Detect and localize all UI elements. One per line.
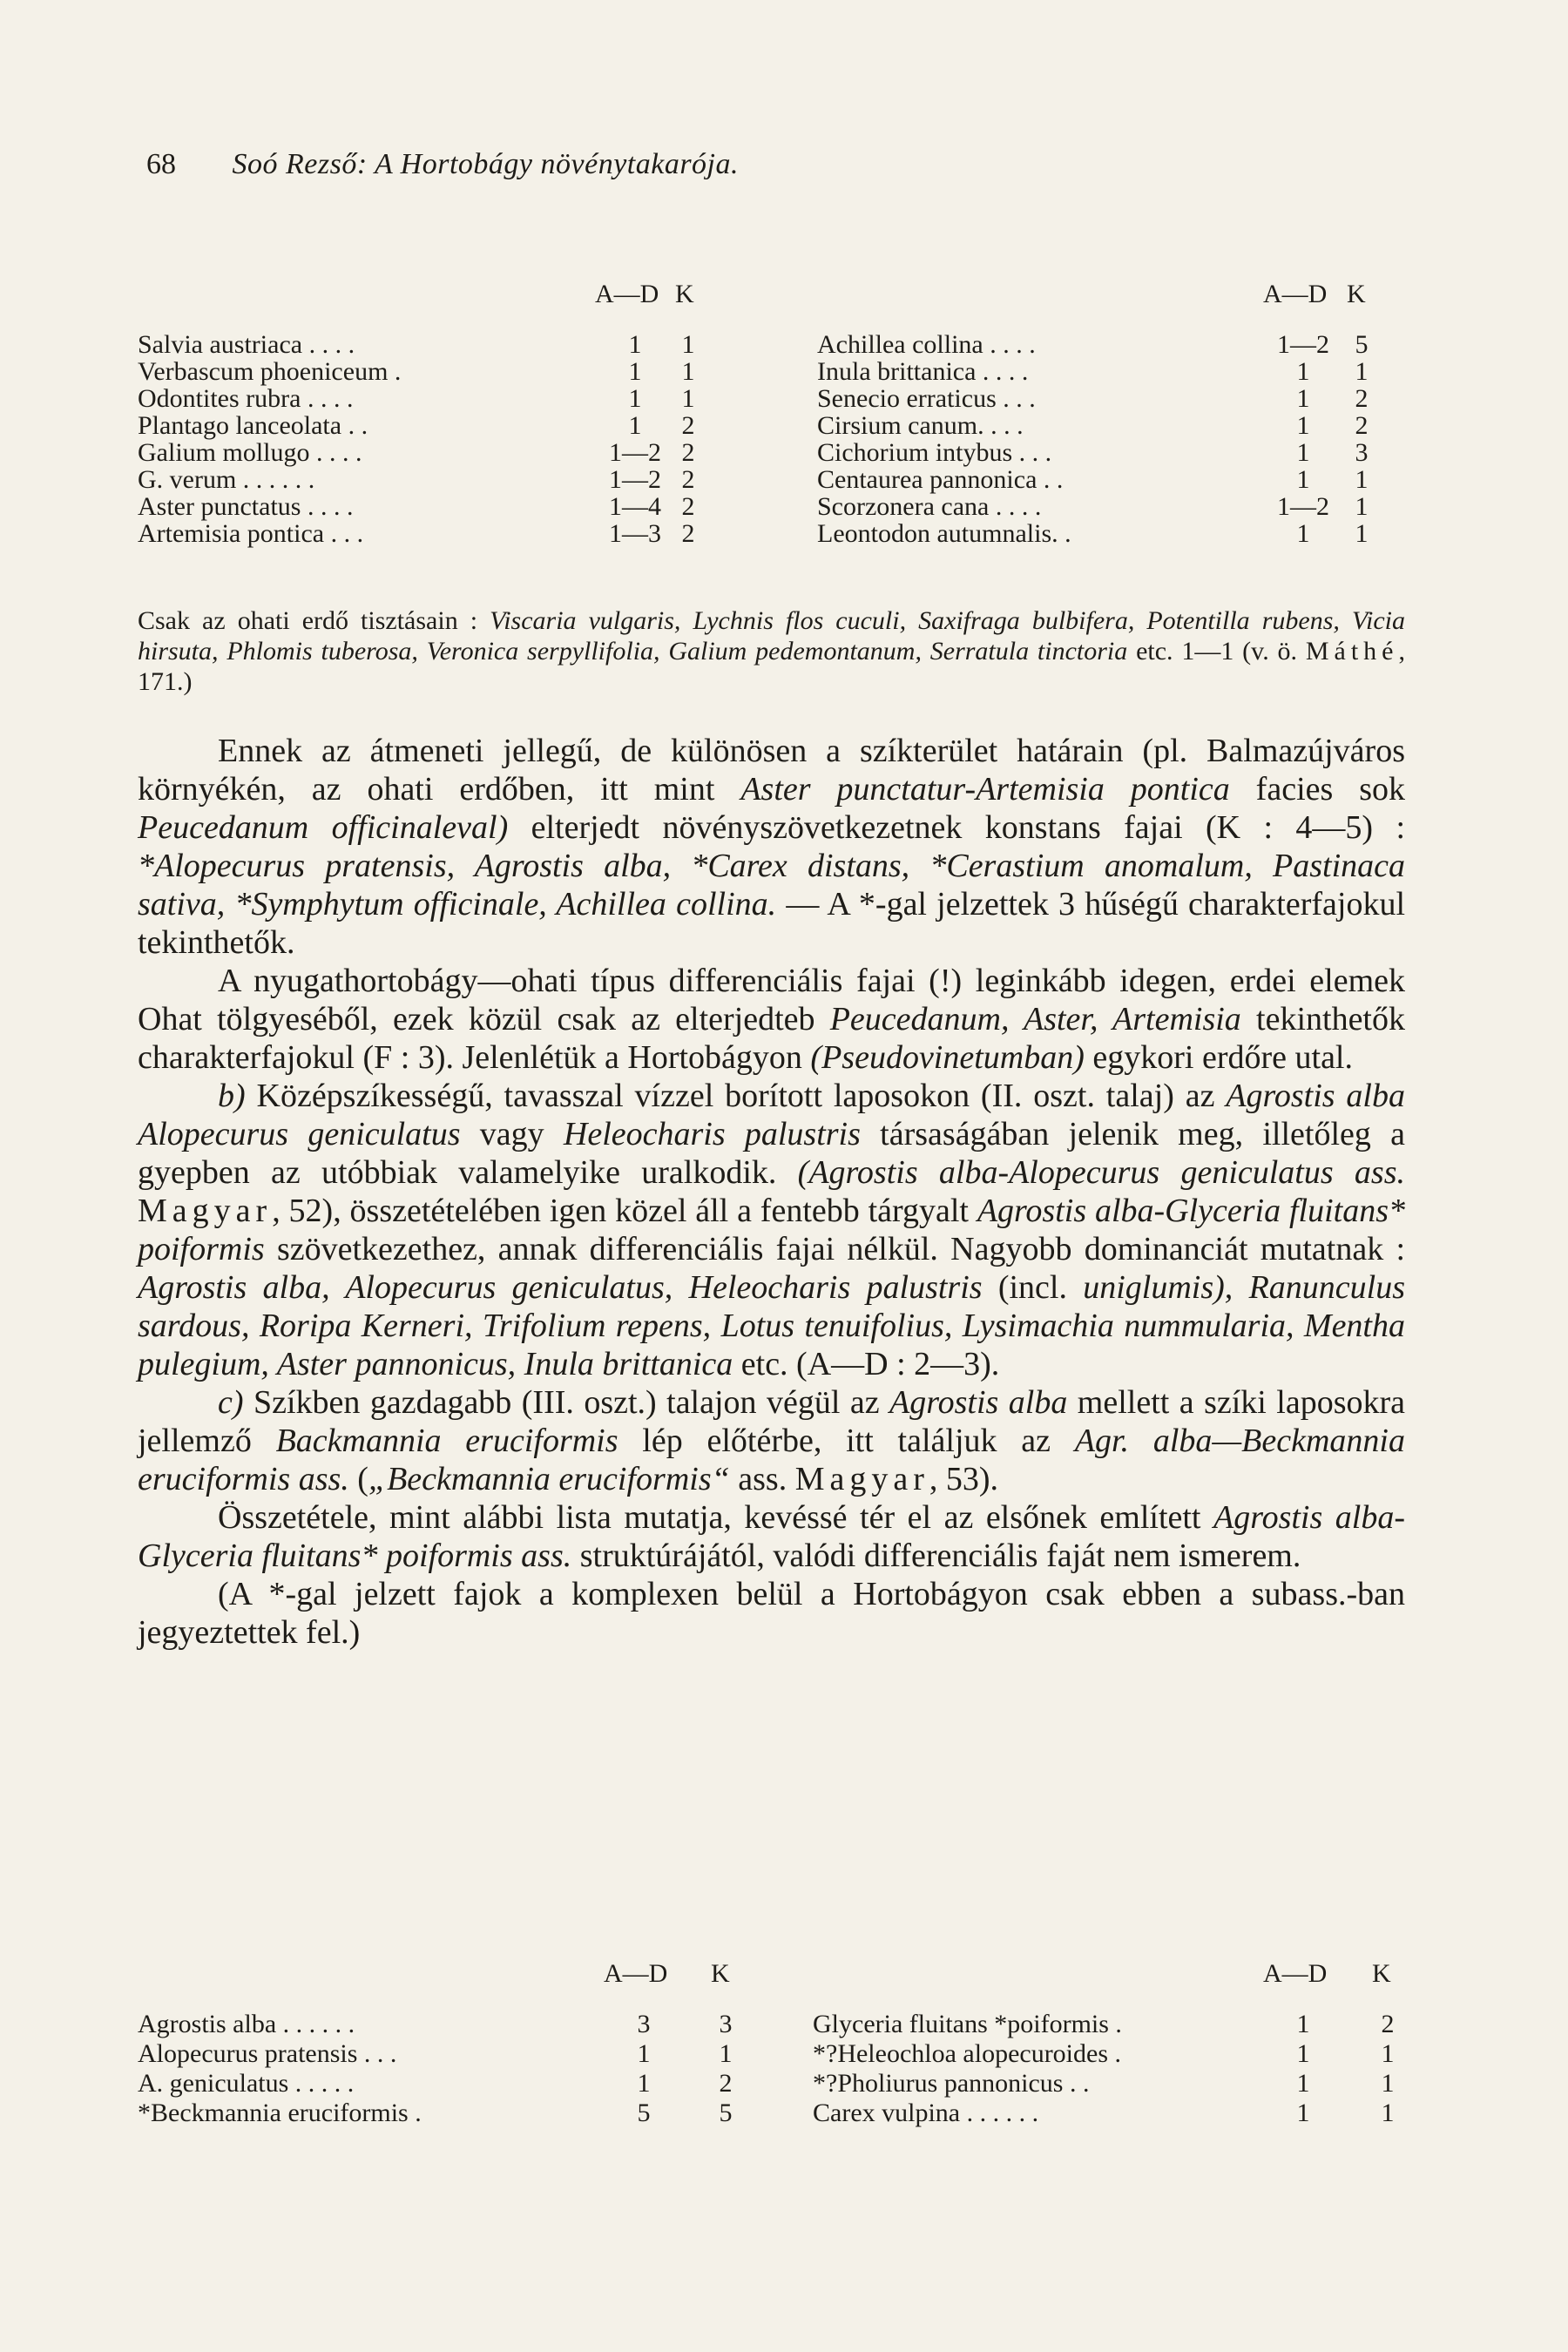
ad-value: 1 — [628, 357, 642, 386]
species-name: A. geniculatus . . . . . — [138, 2069, 355, 2098]
ad-value: 1 — [1296, 465, 1310, 494]
species-name: Odontites rubra . . . . — [138, 384, 354, 413]
ad-value: 1—2 — [1277, 492, 1329, 521]
k-value: 2 — [719, 2069, 733, 2098]
col-header-k-right: K — [1347, 280, 1366, 308]
ad-value: 1—2 — [609, 465, 661, 494]
ad-value: 1 — [1296, 411, 1310, 440]
species-table-1 — [138, 280, 1409, 577]
k-value: 2 — [681, 411, 695, 440]
page-header — [146, 148, 739, 181]
k-value: 2 — [681, 465, 695, 494]
k-value: 1 — [681, 384, 695, 413]
species-name: Centaurea pannonica . . — [817, 465, 1064, 494]
ad-value: 1 — [1296, 438, 1310, 467]
k-value: 5 — [1355, 330, 1369, 359]
ad-value: 1 — [637, 2039, 651, 2068]
species-name: *?Pholiurus pannonicus . . — [813, 2069, 1090, 2098]
ad-value: 1 — [1296, 384, 1310, 413]
ad-value: 1 — [628, 411, 642, 440]
paragraph: A nyugathortobágy—ohati típus differenciális fajai (!) leginkább idegen, erdei elemek Ohat tölgyeséből, ezek közül csak az elterjedteb Peucedanum, Aster, Artemisia tekinthetők charakterfajokul (F : 3). Jelenlétük a Hortobágyon (Pseudovinetumban) egykori erdőre utal. — [138, 963, 1405, 1076]
table-footnote: Csak az ohati erdő tisztásain : Viscaria vulgaris, Lychnis flos cuculi, Saxifraga bulbifera, Potentilla rubens, Vicia hirsuta, Phlomis tuberosa, Veronica serpyllifolia, Galium pedemontanum, Serratula tinctoria etc. 1—1 (v. ö. Máthé, 171.) — [138, 606, 1405, 696]
k-value: 1 — [1355, 465, 1369, 494]
ad-value: 1 — [1296, 519, 1310, 548]
ad-value: 1 — [1296, 2039, 1310, 2068]
k-value: 2 — [1355, 384, 1369, 413]
col-header-ad-left: A—D — [595, 280, 659, 308]
paragraph: Összetétele, mint alábbi lista mutatja, kevéssé tér el az elsőnek említett Agrostis alba-Glyceria fluitans* poiformis ass. struktúrájától, valódi differenciális faját nem ismerem. — [138, 1499, 1405, 1574]
species-name: Leontodon autumnalis. . — [817, 519, 1071, 548]
ad-value: 1 — [1296, 2069, 1310, 2098]
k-value: 2 — [1355, 411, 1369, 440]
species-name: Aster punctatus . . . . — [138, 492, 354, 521]
species-name: Alopecurus pratensis . . . — [138, 2039, 397, 2068]
species-name: Inula brittanica . . . . — [817, 357, 1029, 386]
ad-value: 5 — [637, 2099, 651, 2127]
ad-value: 1—2 — [1277, 330, 1329, 359]
col-header-k-left: K — [711, 1959, 730, 1988]
k-value: 5 — [719, 2099, 733, 2127]
species-name: Plantago lanceolata . . — [138, 411, 368, 440]
k-value: 3 — [1355, 438, 1369, 467]
species-table-2 — [138, 1960, 1409, 2169]
paragraph: b) Középszíkességű, tavasszal vízzel borított laposokon (II. oszt. talaj) az Agrostis alba Alopecurus geniculatus vagy Heleocharis palustris társaságában jelenik meg, illetőleg a gyepben az utóbbiak valamelyike uralkodik. (Agrostis alba-Alopecurus geniculatus ass. Magyar, 52), összetételében igen közel áll a fentebb tárgyalt Agrostis alba-Glyceria fluitans* poiformis szövetkezethez, annak differenciális fajai nélkül. Nagyobb dominanciát mutatnak : Agrostis alba, Alopecurus geniculatus, Heleocharis palustris (incl. uniglumis), Ranunculus sardous, Roripa Kerneri, Trifolium repens, Lotus tenuifolius, Lysimachia nummularia, Mentha pulegium, Aster pannonicus, Inula brittanica etc. (A—D : 2—3). — [138, 1078, 1406, 1382]
ad-value: 1—2 — [609, 438, 661, 467]
ad-value: 1—3 — [609, 519, 661, 548]
species-name: *?Heleochloa alopecuroides . — [813, 2039, 1122, 2068]
paragraph: Ennek az átmeneti jellegű, de különösen a szíkterület határain (pl. Balmazújváros környékén, az ohati erdőben, itt mint Aster punctatur-Artemisia pontica facies sok Peucedanum officinaleval) elterjedt növényszövetkezetnek konstans fajai (K : 4—5) : *Alopecurus pratensis, Agrostis alba, *Carex distans, *Cerastium anomalum, Pastinaca sativa, *Symphytum officinale, Achillea collina. — A *-gal jelzettek 3 hűségű charakterfajokul tekinthetők. — [138, 733, 1405, 961]
species-name: Salvia austriaca . . . . — [138, 330, 355, 359]
col-header-ad-right: A—D — [1263, 280, 1328, 308]
k-value: 2 — [681, 438, 695, 467]
species-name: Scorzonera cana . . . . — [817, 492, 1042, 521]
species-name: Glyceria fluitans *poiformis . — [813, 2010, 1122, 2038]
species-name: Agrostis alba . . . . . . — [138, 2010, 355, 2038]
k-value: 1 — [1381, 2039, 1395, 2068]
body-text — [138, 732, 1405, 1652]
ad-value: 1—4 — [609, 492, 661, 521]
k-value: 3 — [719, 2010, 733, 2038]
running-title: Soó Rezső: A Hortobágy növénytakarója. — [232, 148, 739, 180]
species-name: Cirsium canum. . . . — [817, 411, 1024, 440]
species-name: Senecio erraticus . . . — [817, 384, 1036, 413]
ad-value: 1 — [1296, 2099, 1310, 2127]
species-name: G. verum . . . . . . — [138, 465, 315, 494]
page-number: 68 — [146, 148, 176, 180]
species-name: Galium mollugo . . . . — [138, 438, 362, 467]
ad-value: 1 — [637, 2069, 651, 2098]
col-header-ad-left: A—D — [604, 1959, 668, 1988]
col-header-k-right: K — [1372, 1959, 1391, 1988]
col-header-k-left: K — [675, 280, 694, 308]
k-value: 1 — [681, 330, 695, 359]
ad-value: 1 — [1296, 2010, 1310, 2038]
species-name: Carex vulpina . . . . . . — [813, 2099, 1039, 2127]
k-value: 2 — [681, 519, 695, 548]
k-value: 1 — [1355, 519, 1369, 548]
k-value: 1 — [1381, 2099, 1395, 2127]
k-value: 1 — [1355, 492, 1369, 521]
paragraph: c) Szíkben gazdagabb (III. oszt.) talajon végül az Agrostis alba mellett a szíki laposokra jellemző Backmannia eruciformis lép előtérbe, itt találjuk az Agr. alba—Beckmannia eruciformis ass. („Beckmannia eruciformis“ ass. Magyar, 53). — [138, 1384, 1406, 1497]
col-header-ad-right: A—D — [1263, 1959, 1328, 1988]
ad-value: 1 — [1296, 357, 1310, 386]
paragraph: (A *-gal jelzett fajok a komplexen belül a Hortobágyon csak ebben a subass.-ban jegyeztettek fel.) — [138, 1576, 1405, 1651]
k-value: 1 — [1381, 2069, 1395, 2098]
ad-value: 1 — [628, 330, 642, 359]
k-value: 2 — [681, 492, 695, 521]
species-name: Cichorium intybus . . . — [817, 438, 1052, 467]
k-value: 1 — [681, 357, 695, 386]
ad-value: 3 — [637, 2010, 651, 2038]
k-value: 1 — [719, 2039, 733, 2068]
ad-value: 1 — [628, 384, 642, 413]
species-name: *Beckmannia eruciformis . — [138, 2099, 422, 2127]
k-value: 2 — [1381, 2010, 1395, 2038]
species-name: Verbascum phoeniceum . — [138, 357, 402, 386]
species-name: Achillea collina . . . . — [817, 330, 1036, 359]
species-name: Artemisia pontica . . . — [138, 519, 364, 548]
k-value: 1 — [1355, 357, 1369, 386]
